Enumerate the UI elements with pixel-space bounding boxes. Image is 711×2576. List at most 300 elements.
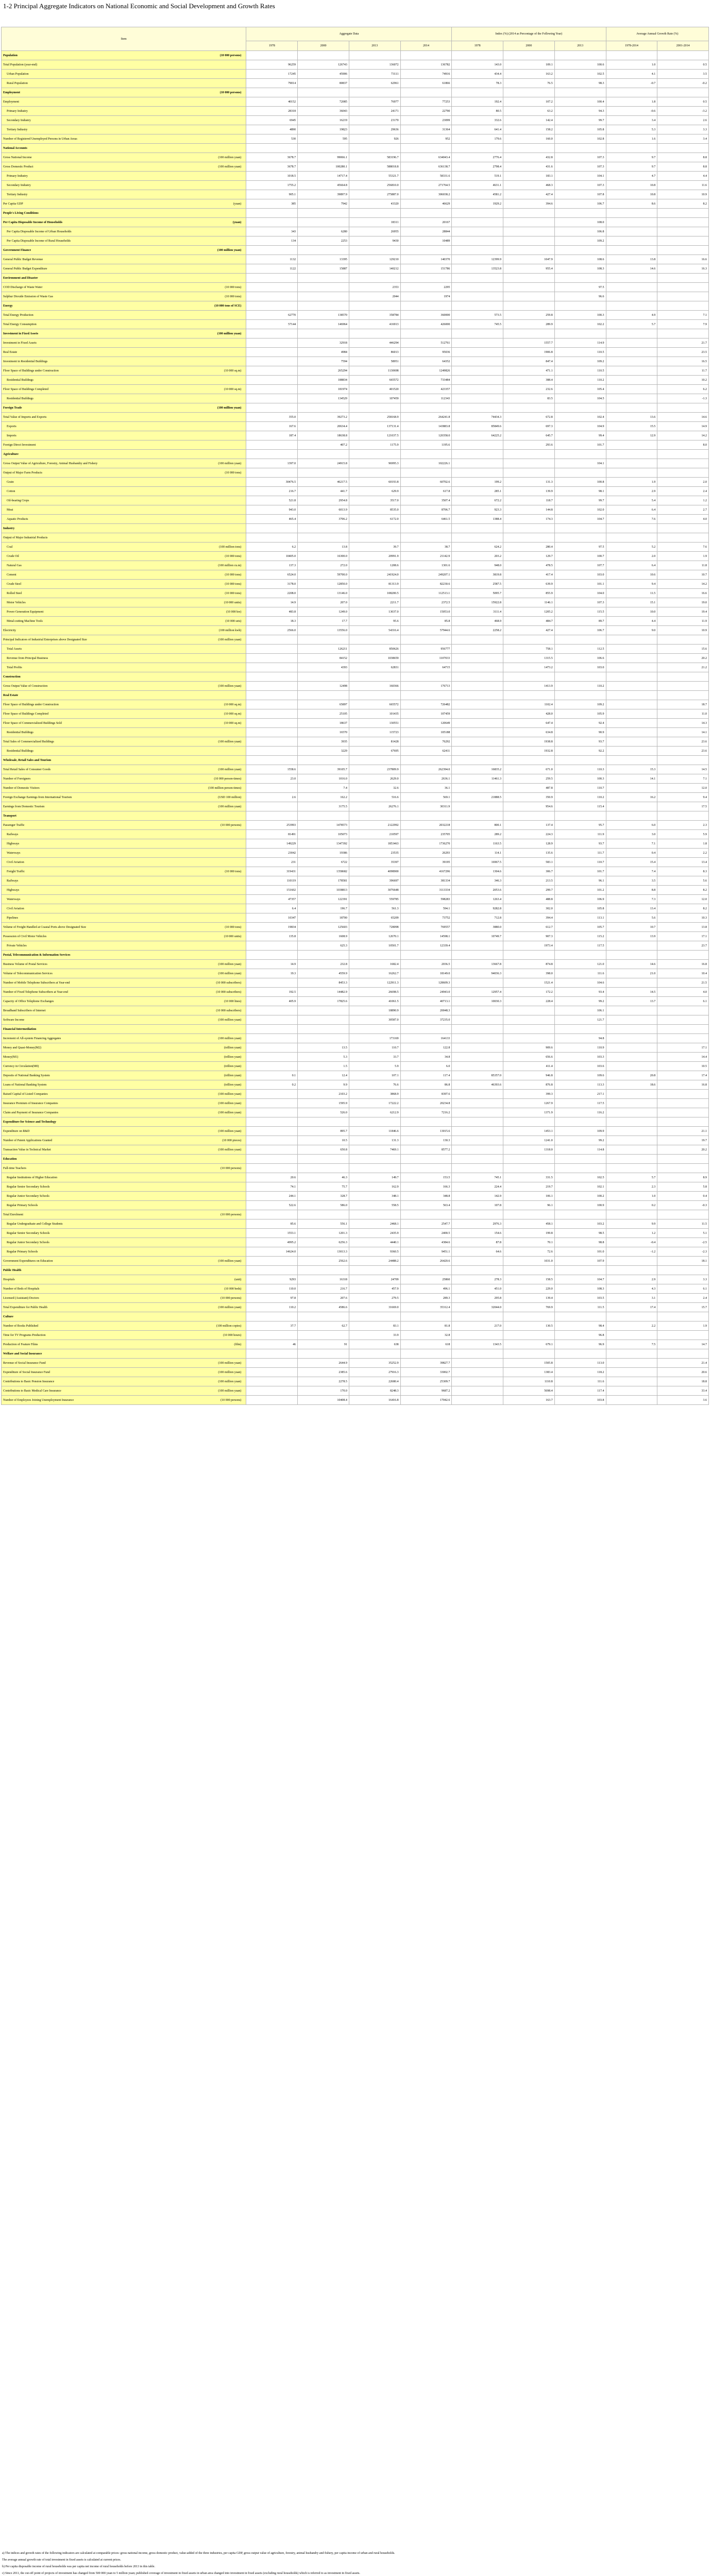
- value-cell: 164133: [400, 1034, 452, 1043]
- value-cell: 2372.5: [400, 598, 452, 607]
- table-row: [2, 107, 709, 116]
- item-cell: [2, 505, 246, 515]
- value-cell: 107.3: [554, 153, 606, 162]
- value-cell: [298, 450, 349, 459]
- value-cell: 4586.6: [298, 1303, 349, 1312]
- value-cell: 112513.1: [400, 589, 452, 598]
- item-cell: [2, 682, 246, 691]
- footnote: a) The indices and growth rates of the following indicators are calculated at comparable prices: gross national income, gross domestic product, value-added of the three industries, per capita GDP, gross output value of agriculture, forestry, animal husbandry and fishery, per capita income of urban and rural households.: [2, 2552, 395, 2555]
- item-label: Money and Quasi-Money(M2): [3, 1046, 41, 1049]
- value-cell: 128.9: [503, 839, 555, 849]
- value-cell: 26698.5: [349, 988, 400, 997]
- value-cell: [452, 709, 503, 719]
- value-cell: 19.0: [657, 598, 709, 607]
- value-cell: 943.0: [246, 505, 298, 515]
- unit-label: (10 000 tons): [225, 573, 242, 577]
- value-cell: 86013: [349, 348, 400, 357]
- value-cell: 7942: [298, 199, 349, 209]
- value-cell: 407.2: [298, 440, 349, 450]
- value-cell: 96.8: [554, 1331, 606, 1340]
- value-cell: [246, 978, 298, 988]
- item-label: Employment: [3, 100, 19, 104]
- value-cell: 394.6: [503, 199, 555, 209]
- value-cell: 638: [349, 1340, 400, 1349]
- table-row: [2, 858, 709, 867]
- value-cell: 74916: [400, 70, 452, 79]
- value-cell: 46.3: [298, 1173, 349, 1182]
- value-cell: [349, 246, 400, 255]
- value-cell: 17.4: [606, 1303, 657, 1312]
- item-label: Energy: [3, 304, 13, 308]
- item-cell: [2, 607, 246, 617]
- value-cell: 46217.5: [298, 478, 349, 487]
- item-label: Waterways: [7, 851, 21, 855]
- value-cell: 1929.2: [452, 199, 503, 209]
- value-cell: 203.2: [452, 552, 503, 561]
- value-cell: 103.3: [554, 1053, 606, 1062]
- value-cell: 13523.8: [452, 264, 503, 274]
- table-row: [2, 1182, 709, 1192]
- value-cell: 10.3: [657, 913, 709, 923]
- value-cell: 241924.0: [349, 570, 400, 580]
- value-cell: [246, 802, 298, 811]
- value-cell: 122911.3: [349, 978, 400, 988]
- value-cell: 93.7: [554, 839, 606, 849]
- value-cell: [606, 227, 657, 236]
- value-cell: 6.0: [400, 1062, 452, 1071]
- value-cell: [246, 1349, 298, 1359]
- value-cell: 108.3: [554, 1284, 606, 1294]
- value-cell: 130.5: [503, 1321, 555, 1331]
- value-cell: 331.5: [503, 1173, 555, 1182]
- table-row: [2, 376, 709, 385]
- value-cell: [452, 1136, 503, 1145]
- value-cell: [554, 144, 606, 153]
- value-cell: [246, 719, 298, 728]
- item-cell: [2, 1136, 246, 1145]
- year-header: 1978: [452, 41, 503, 51]
- value-cell: 109.9: [554, 1127, 606, 1136]
- value-cell: [349, 533, 400, 543]
- value-cell: 39195: [400, 858, 452, 867]
- value-cell: 107.9: [554, 1257, 606, 1266]
- item-label: Population: [3, 54, 18, 57]
- value-cell: 160366: [349, 682, 400, 691]
- value-cell: 733484: [400, 376, 452, 385]
- value-cell: [400, 209, 452, 218]
- value-cell: 12.9: [606, 431, 657, 440]
- value-cell: [452, 440, 503, 450]
- value-cell: 37235.0: [400, 1015, 452, 1025]
- value-cell: [246, 533, 298, 543]
- item-label: Regular Senior Secondary Schools: [7, 1231, 50, 1235]
- item-label: Passenger Traffic: [3, 823, 25, 827]
- value-cell: [606, 88, 657, 97]
- value-cell: 6256.3: [298, 1238, 349, 1247]
- value-cell: [349, 524, 400, 533]
- value-cell: [503, 951, 555, 960]
- value-cell: [503, 1015, 555, 1025]
- item-label: Civil Aviation: [7, 907, 24, 910]
- value-cell: 2587.5: [452, 580, 503, 589]
- value-cell: 19.7: [657, 1136, 709, 1145]
- unit-label: (10 000 tons): [225, 285, 242, 289]
- value-cell: 10749.7: [452, 932, 503, 941]
- item-label: Residential Buildings: [7, 749, 33, 753]
- value-cell: [246, 292, 298, 301]
- value-cell: 18.6: [606, 1080, 657, 1090]
- value-cell: 0.4: [606, 849, 657, 858]
- value-cell: 18.3: [246, 617, 298, 626]
- table-row: [2, 199, 709, 209]
- item-cell: [2, 459, 246, 468]
- unit-label: (yuan): [233, 202, 242, 206]
- value-cell: 17222.2: [349, 1099, 400, 1108]
- value-cell: [246, 1331, 298, 1340]
- value-cell: [246, 1164, 298, 1173]
- value-cell: 8577.2: [400, 1145, 452, 1155]
- table-row: [2, 478, 709, 487]
- item-label: Waterways: [7, 897, 21, 901]
- value-cell: [657, 1034, 709, 1043]
- value-cell: 23.0: [246, 774, 298, 784]
- value-cell: 2053.6: [452, 886, 503, 895]
- value-cell: 131.3: [349, 1136, 400, 1145]
- value-cell: 417.4: [503, 570, 555, 580]
- value-cell: 97.5: [554, 283, 606, 292]
- value-cell: 62.7: [298, 1321, 349, 1331]
- value-cell: 6013.9: [298, 505, 349, 515]
- table-row: [2, 543, 709, 552]
- value-cell: 1016.0: [298, 774, 349, 784]
- value-cell: 0.4: [657, 1192, 709, 1201]
- unit-label: (10 000 subscribers): [216, 990, 242, 994]
- value-cell: 1038813: [298, 886, 349, 895]
- value-cell: 1347392: [298, 839, 349, 849]
- value-cell: 3.5: [657, 70, 709, 79]
- item-cell: [2, 144, 246, 153]
- value-cell: 726482: [400, 700, 452, 709]
- table-row: [2, 311, 709, 320]
- table-row: [2, 385, 709, 394]
- value-cell: 561.3: [349, 904, 400, 913]
- value-cell: [657, 691, 709, 700]
- value-cell: 2295: [400, 283, 452, 292]
- value-cell: 103.2: [554, 1219, 606, 1229]
- value-cell: [606, 329, 657, 338]
- table-row: [2, 79, 709, 88]
- item-cell: [2, 1257, 246, 1266]
- value-cell: [452, 1349, 503, 1359]
- value-cell: 521.8: [246, 496, 298, 505]
- value-cell: 9.0: [606, 626, 657, 635]
- value-cell: 519.1: [452, 172, 503, 181]
- unit-label: (10 000 persons): [221, 1166, 242, 1170]
- value-cell: [554, 756, 606, 765]
- value-cell: [657, 227, 709, 236]
- value-cell: [657, 246, 709, 255]
- value-cell: 12957.4: [452, 988, 503, 997]
- section-row: [2, 301, 709, 311]
- value-cell: [246, 663, 298, 672]
- unit-label: (10 000 sets): [225, 619, 242, 623]
- item-cell: [2, 515, 246, 524]
- value-cell: 319431: [246, 867, 298, 876]
- value-cell: 6.1: [657, 997, 709, 1006]
- value-cell: 948.0: [452, 561, 503, 570]
- value-cell: 598283: [400, 895, 452, 904]
- value-cell: [452, 1090, 503, 1099]
- unit-label: (100 million yuan): [218, 684, 242, 688]
- value-cell: [606, 756, 657, 765]
- value-cell: 20.8: [606, 1071, 657, 1080]
- value-cell: 343: [246, 227, 298, 236]
- table-row: [2, 60, 709, 70]
- table-row: [2, 1219, 709, 1229]
- value-cell: 516.6: [349, 793, 400, 802]
- value-cell: 109.2: [554, 700, 606, 709]
- value-cell: 142.4: [503, 116, 555, 125]
- value-cell: [606, 1136, 657, 1145]
- unit-label: (100 million yuan): [218, 1389, 242, 1393]
- value-cell: 4384.6: [400, 1238, 452, 1247]
- value-cell: [554, 635, 606, 645]
- value-cell: 232.8: [298, 960, 349, 969]
- value-cell: 14.4: [657, 1053, 709, 1062]
- value-cell: [452, 682, 503, 691]
- item-label: Currency in Circulation(M0): [3, 1064, 39, 1068]
- value-cell: 107.3: [554, 181, 606, 190]
- value-cell: 745.5: [452, 320, 503, 329]
- value-cell: 102.5: [554, 70, 606, 79]
- value-cell: 258168.9: [349, 413, 400, 422]
- item-label: Floor Space of Buildings Completed: [3, 387, 48, 391]
- item-cell: [2, 1229, 246, 1238]
- value-cell: 4.0: [657, 988, 709, 997]
- value-cell: [657, 459, 709, 468]
- value-cell: 2.9: [606, 1275, 657, 1284]
- item-cell: [2, 1312, 246, 1321]
- item-cell: [2, 617, 246, 626]
- value-cell: 149.7: [349, 1173, 400, 1182]
- value-cell: 2798.4: [452, 162, 503, 172]
- value-cell: [298, 301, 349, 311]
- value-cell: 100.7: [554, 552, 606, 561]
- value-cell: 232.6: [503, 385, 555, 394]
- item-label: Principal Indicators of Industrial Enterprises above Designated Size: [3, 638, 87, 641]
- indicator-table: [1, 27, 709, 1405]
- table-row: [2, 172, 709, 181]
- unit-label: (100 million yuan): [218, 638, 242, 641]
- value-cell: 9282.8: [452, 904, 503, 913]
- value-cell: 484.7: [503, 617, 555, 626]
- value-cell: [298, 403, 349, 413]
- value-cell: 11846.6: [349, 1127, 400, 1136]
- value-cell: [298, 283, 349, 292]
- value-cell: 103.8: [554, 1396, 606, 1405]
- value-cell: [554, 1025, 606, 1034]
- value-cell: 27916.3: [349, 1368, 400, 1377]
- value-cell: 111.6: [554, 969, 606, 978]
- table-row: [2, 1062, 709, 1071]
- value-cell: 105188: [400, 728, 452, 737]
- value-cell: 25105: [298, 709, 349, 719]
- value-cell: 1110.8: [503, 1377, 555, 1386]
- value-cell: 96.1: [554, 876, 606, 886]
- value-cell: 110.2: [554, 793, 606, 802]
- value-cell: [606, 1164, 657, 1173]
- item-label: Real Estate: [3, 350, 18, 354]
- value-cell: 1.8: [606, 97, 657, 107]
- value-cell: 151786: [400, 264, 452, 274]
- value-cell: 111.5: [554, 1303, 606, 1312]
- value-cell: 6524.0: [246, 570, 298, 580]
- value-cell: 645.7: [503, 431, 555, 440]
- value-cell: 23099: [400, 116, 452, 125]
- value-cell: [657, 218, 709, 227]
- value-cell: 80837: [298, 79, 349, 88]
- value-cell: 634.8: [503, 728, 555, 737]
- value-cell: 103.5: [554, 1294, 606, 1303]
- value-cell: 102.8: [554, 134, 606, 144]
- value-cell: 5698.4: [503, 1386, 555, 1396]
- value-cell: -0.7: [606, 79, 657, 88]
- value-cell: 7.5: [606, 1340, 657, 1349]
- value-cell: 92.2: [554, 747, 606, 756]
- value-cell: 110.7: [349, 1043, 400, 1053]
- value-cell: 24488.2: [349, 1257, 400, 1266]
- table-row: [2, 357, 709, 366]
- value-cell: 16262.7: [349, 969, 400, 978]
- section-row: [2, 209, 709, 218]
- value-cell: [503, 691, 555, 700]
- item-cell: [2, 79, 246, 88]
- item-cell: [2, 431, 246, 440]
- value-cell: [452, 1155, 503, 1164]
- value-cell: [298, 1025, 349, 1034]
- value-cell: [349, 403, 400, 413]
- unit-label: (100 million person-times): [208, 786, 242, 790]
- value-cell: 9451.1: [400, 1247, 452, 1257]
- table-row: [2, 338, 709, 348]
- value-cell: [606, 747, 657, 756]
- value-cell: 17.4: [657, 1071, 709, 1080]
- unit-label: (10 000 kw): [226, 610, 242, 614]
- table-row: [2, 1108, 709, 1117]
- item-cell: [2, 774, 246, 784]
- item-label: General Public Budget Expenditure: [3, 267, 47, 270]
- value-cell: 106.1: [554, 1006, 606, 1015]
- value-cell: [606, 403, 657, 413]
- value-cell: 2629.0: [349, 774, 400, 784]
- unit-label: (10 000 subscribers): [216, 1009, 242, 1012]
- item-cell: [2, 338, 246, 348]
- value-cell: [606, 450, 657, 459]
- unit-label: (10 000 tons): [225, 471, 242, 474]
- item-cell: [2, 292, 246, 301]
- value-cell: [400, 468, 452, 478]
- value-cell: 188834: [298, 376, 349, 385]
- unit-label: (10 000 lines): [224, 999, 242, 1003]
- value-cell: 262394.0: [400, 765, 452, 774]
- value-cell: 33.4: [657, 1386, 709, 1396]
- value-cell: 8.3: [657, 867, 709, 876]
- item-label: Revenue of Social Insurance Fund: [3, 1361, 46, 1365]
- value-cell: [400, 1210, 452, 1219]
- section-row: [2, 1312, 709, 1321]
- section-row: [2, 1155, 709, 1164]
- value-cell: 12.0: [657, 895, 709, 904]
- value-cell: 21.5: [657, 978, 709, 988]
- item-cell: [2, 153, 246, 162]
- value-cell: 10489: [400, 236, 452, 246]
- value-cell: [606, 951, 657, 960]
- value-cell: 104.5: [554, 394, 606, 403]
- value-cell: 135.8: [246, 932, 298, 941]
- value-cell: 360000: [400, 311, 452, 320]
- table-row: [2, 941, 709, 951]
- value-cell: 179.6: [452, 134, 503, 144]
- value-cell: 0.5: [657, 60, 709, 70]
- value-cell: 192.4: [452, 97, 503, 107]
- value-cell: 728098: [349, 923, 400, 932]
- unit-label: (10 000 sq.m): [224, 387, 242, 391]
- value-cell: 76292: [400, 737, 452, 747]
- value-cell: [298, 246, 349, 255]
- table-row: [2, 1368, 709, 1377]
- item-label: Floor Space of Buildings under Construction: [3, 703, 59, 706]
- value-cell: [400, 450, 452, 459]
- value-cell: [606, 1331, 657, 1340]
- value-cell: 100280.1: [298, 162, 349, 172]
- item-cell: [2, 227, 246, 236]
- value-cell: 37.7: [246, 1321, 298, 1331]
- value-cell: [452, 728, 503, 737]
- value-cell: 58951: [349, 357, 400, 366]
- item-cell: [2, 1219, 246, 1229]
- value-cell: 8535.0: [349, 505, 400, 515]
- item-cell: [2, 821, 246, 830]
- value-cell: 1557.7: [503, 338, 555, 348]
- value-cell: 385: [246, 199, 298, 209]
- unit-label: (100 million yuan): [218, 805, 242, 808]
- value-cell: 114.1: [452, 849, 503, 858]
- value-cell: [554, 533, 606, 543]
- value-cell: [554, 691, 606, 700]
- value-cell: 62411: [400, 747, 452, 756]
- value-cell: [246, 394, 298, 403]
- table-row: [2, 626, 709, 635]
- unit-label: (10 000 tons): [225, 925, 242, 929]
- table-row: [2, 561, 709, 570]
- value-cell: 306038.2: [400, 190, 452, 199]
- value-cell: 23.5: [657, 348, 709, 357]
- item-label: Tertiary Industry: [7, 193, 28, 196]
- table-row: [2, 1340, 709, 1349]
- value-cell: [246, 144, 298, 153]
- value-cell: 16.6: [657, 255, 709, 264]
- value-cell: [400, 533, 452, 543]
- value-cell: 3.3: [657, 1275, 709, 1284]
- value-cell: 4.1: [606, 70, 657, 79]
- value-cell: 1249826: [400, 366, 452, 376]
- value-cell: 96.1: [503, 1201, 555, 1210]
- value-cell: [246, 1099, 298, 1108]
- item-label: Secondary Industry: [7, 118, 31, 122]
- value-cell: [503, 1155, 555, 1164]
- item-label: Civil Aviation: [7, 860, 24, 864]
- item-label: Number of Foreigners: [3, 777, 31, 781]
